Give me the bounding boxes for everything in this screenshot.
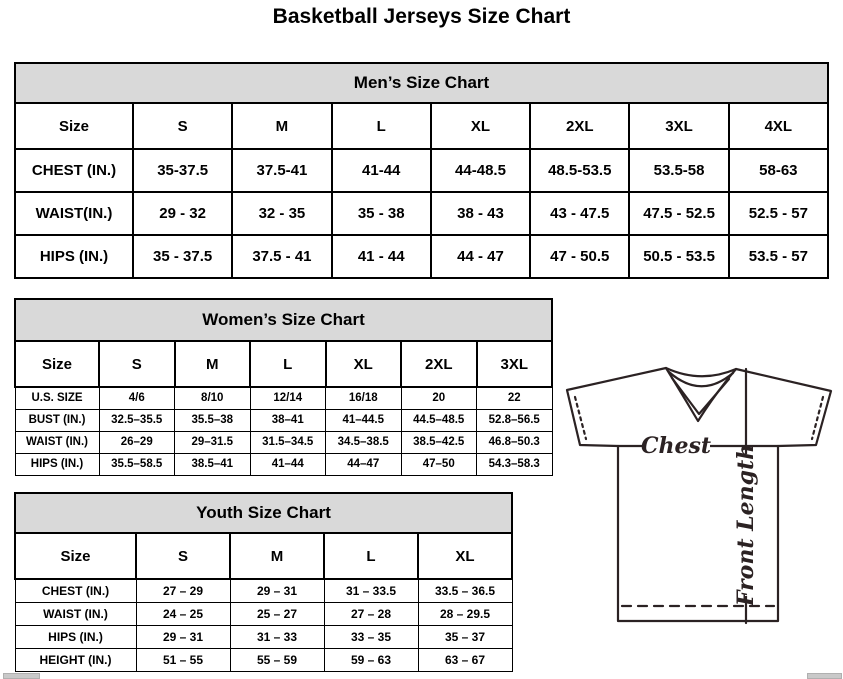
column-header: Size	[15, 341, 99, 387]
size-value-cell: 22	[477, 387, 553, 409]
column-header: 3XL	[477, 341, 553, 387]
size-value-cell: 31 – 33.5	[324, 579, 418, 602]
column-header: Size	[15, 533, 136, 579]
row-label: WAIST (IN.)	[15, 602, 136, 625]
size-value-cell: 46.8–50.3	[477, 431, 553, 453]
row-label: HIPS (IN.)	[15, 625, 136, 648]
column-header: S	[136, 533, 230, 579]
size-value-cell: 32.5–35.5	[99, 409, 175, 431]
size-value-cell: 35-37.5	[133, 149, 232, 192]
size-value-cell: 33.5 – 36.5	[418, 579, 512, 602]
size-value-cell: 34.5–38.5	[326, 431, 402, 453]
size-value-cell: 54.3–58.3	[477, 453, 553, 475]
row-label: WAIST(IN.)	[15, 192, 133, 235]
size-value-cell: 27 – 29	[136, 579, 230, 602]
row-label: HIPS (IN.)	[15, 453, 99, 475]
column-header: XL	[431, 103, 530, 149]
size-value-cell: 29 – 31	[230, 579, 324, 602]
column-header: S	[133, 103, 232, 149]
size-value-cell: 47 - 50.5	[530, 235, 629, 278]
size-value-cell: 44–47	[326, 453, 402, 475]
size-value-cell: 44-48.5	[431, 149, 530, 192]
column-header: M	[175, 341, 251, 387]
table-title: Youth Size Chart	[14, 492, 513, 532]
size-value-cell: 55 – 59	[230, 648, 324, 671]
column-header: L	[332, 103, 431, 149]
jersey-diagram-graphic	[556, 358, 843, 670]
size-value-cell: 12/14	[250, 387, 326, 409]
size-value-cell: 20	[401, 387, 477, 409]
size-value-cell: 38.5–42.5	[401, 431, 477, 453]
size-value-cell: 31.5–34.5	[250, 431, 326, 453]
size-value-cell: 35.5–58.5	[99, 453, 175, 475]
row-label: BUST (IN.)	[15, 409, 99, 431]
horizontal-scrollbar-fragment-left[interactable]	[3, 673, 40, 679]
size-value-cell: 38–41	[250, 409, 326, 431]
womens-size-table	[14, 298, 553, 476]
size-value-cell: 41 - 44	[332, 235, 431, 278]
row-label: U.S. SIZE	[15, 387, 99, 409]
size-value-cell: 26–29	[99, 431, 175, 453]
size-value-cell: 63 – 67	[418, 648, 512, 671]
size-value-cell: 35 - 38	[332, 192, 431, 235]
size-value-cell: 52.8–56.5	[477, 409, 553, 431]
jersey-measurement-diagram	[556, 358, 843, 670]
row-label: WAIST (IN.)	[15, 431, 99, 453]
column-header: 2XL	[530, 103, 629, 149]
page-title: Basketball Jerseys Size Chart	[272, 5, 571, 28]
size-value-cell: 27 – 28	[324, 602, 418, 625]
size-value-cell: 43 - 47.5	[530, 192, 629, 235]
row-label: CHEST (IN.)	[15, 149, 133, 192]
column-header: L	[250, 341, 326, 387]
column-header: 2XL	[401, 341, 477, 387]
size-value-cell: 24 – 25	[136, 602, 230, 625]
row-label: HIPS (IN.)	[15, 235, 133, 278]
row-label: HEIGHT (IN.)	[15, 648, 136, 671]
size-value-cell: 28 – 29.5	[418, 602, 512, 625]
size-value-cell: 51 – 55	[136, 648, 230, 671]
size-value-cell: 8/10	[175, 387, 251, 409]
column-header: 3XL	[629, 103, 728, 149]
size-value-cell: 53.5-58	[629, 149, 728, 192]
size-value-cell: 41–44	[250, 453, 326, 475]
size-value-cell: 16/18	[326, 387, 402, 409]
table-title: Women’s Size Chart	[14, 298, 553, 340]
mens-size-table	[14, 62, 829, 279]
column-header: M	[230, 533, 324, 579]
size-value-cell: 35 - 37.5	[133, 235, 232, 278]
column-header: M	[232, 103, 331, 149]
column-header: 4XL	[729, 103, 828, 149]
size-value-cell: 38 - 43	[431, 192, 530, 235]
youth-size-table	[14, 492, 513, 672]
chest-label: Chest	[640, 433, 712, 459]
size-table	[14, 492, 513, 672]
column-header: S	[99, 341, 175, 387]
size-value-cell: 44 - 47	[431, 235, 530, 278]
size-value-cell: 29 – 31	[136, 625, 230, 648]
size-value-cell: 35 – 37	[418, 625, 512, 648]
size-value-cell: 29 - 32	[133, 192, 232, 235]
size-value-cell: 29–31.5	[175, 431, 251, 453]
size-value-cell: 58-63	[729, 149, 828, 192]
size-value-cell: 48.5-53.5	[530, 149, 629, 192]
jersey-outline	[567, 368, 831, 621]
size-value-cell: 41-44	[332, 149, 431, 192]
size-value-cell: 35.5–38	[175, 409, 251, 431]
size-value-cell: 53.5 - 57	[729, 235, 828, 278]
size-value-cell: 33 – 35	[324, 625, 418, 648]
size-value-cell: 4/6	[99, 387, 175, 409]
size-value-cell: 44.5–48.5	[401, 409, 477, 431]
size-value-cell: 32 - 35	[232, 192, 331, 235]
row-label: CHEST (IN.)	[15, 579, 136, 602]
size-table	[14, 62, 829, 279]
size-value-cell: 59 – 63	[324, 648, 418, 671]
size-value-cell: 25 – 27	[230, 602, 324, 625]
front-length-label: Front Length	[733, 443, 759, 607]
column-header: L	[324, 533, 418, 579]
size-value-cell: 50.5 - 53.5	[629, 235, 728, 278]
size-value-cell: 37.5 - 41	[232, 235, 331, 278]
size-value-cell: 31 – 33	[230, 625, 324, 648]
column-header: XL	[418, 533, 512, 579]
table-title: Men’s Size Chart	[14, 62, 829, 102]
size-value-cell: 37.5-41	[232, 149, 331, 192]
size-table	[14, 298, 553, 476]
size-value-cell: 52.5 - 57	[729, 192, 828, 235]
size-value-cell: 41–44.5	[326, 409, 402, 431]
horizontal-scrollbar-fragment-right[interactable]	[807, 673, 842, 679]
size-value-cell: 47.5 - 52.5	[629, 192, 728, 235]
column-header: Size	[15, 103, 133, 149]
size-value-cell: 38.5–41	[175, 453, 251, 475]
size-value-cell: 47–50	[401, 453, 477, 475]
column-header: XL	[326, 341, 402, 387]
